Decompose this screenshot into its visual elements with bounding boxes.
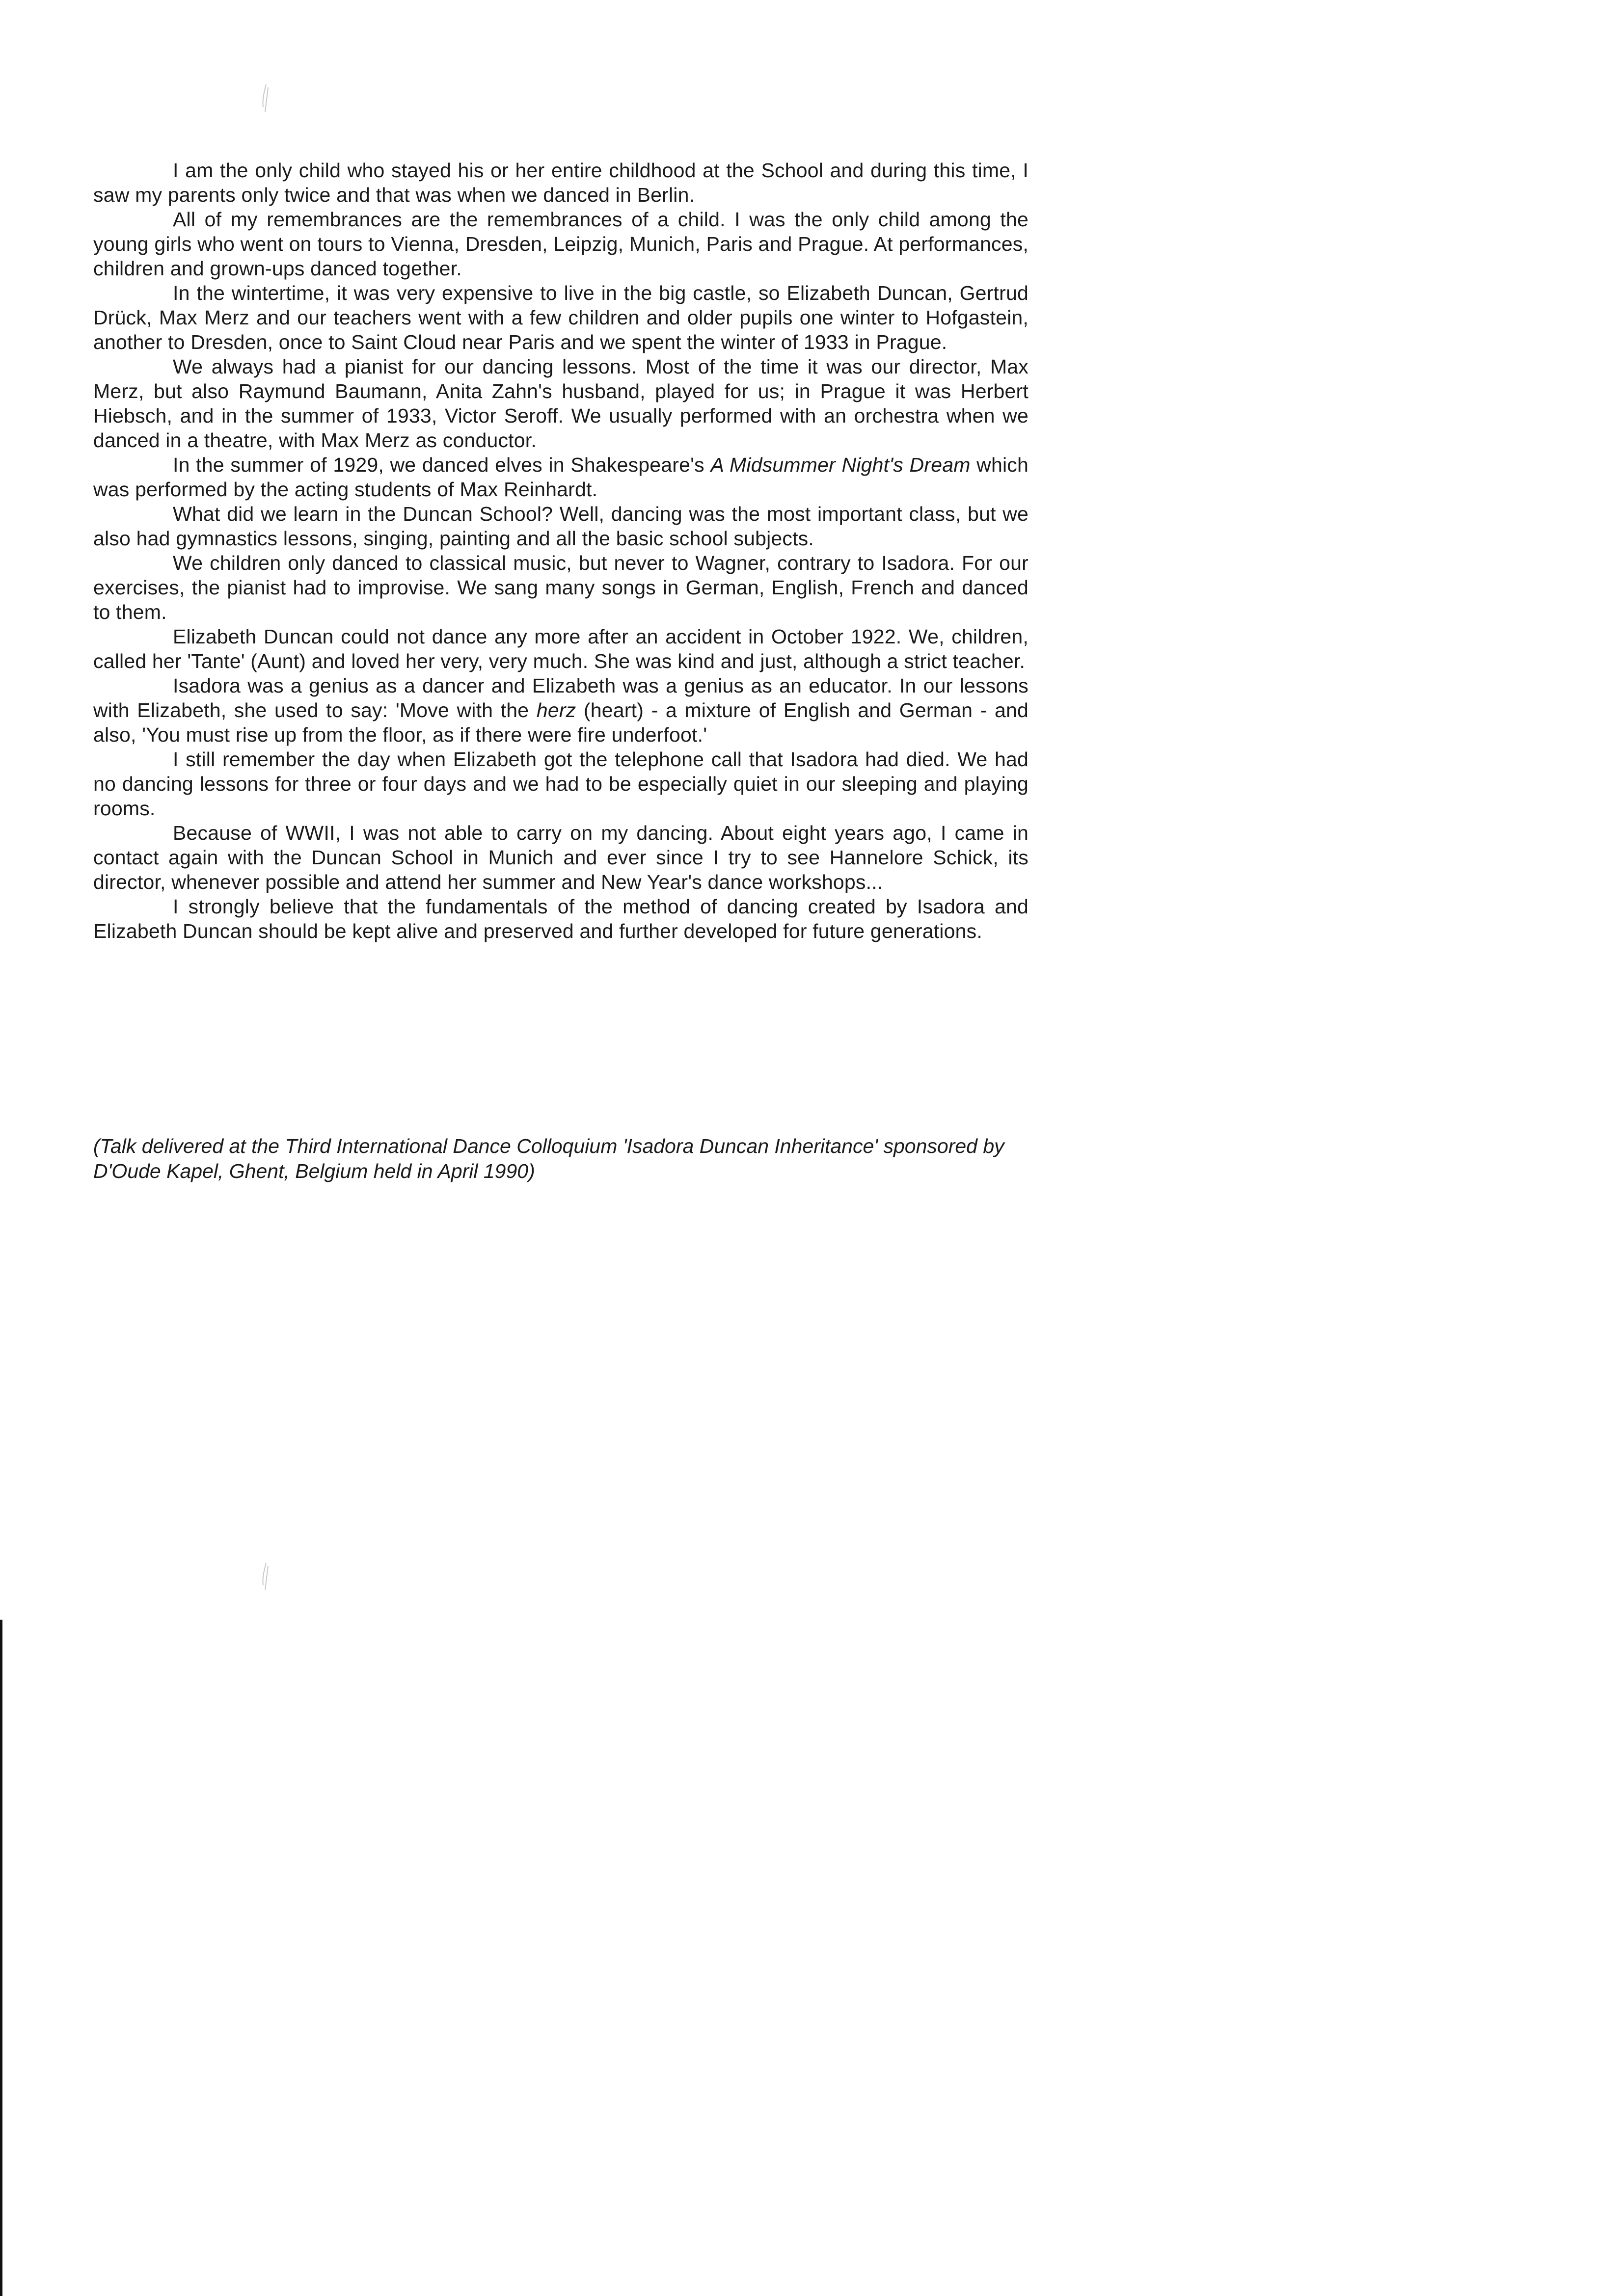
document-body [93, 158, 1029, 943]
paragraph: Elizabeth Duncan could not dance any more after an accident in October 1922. We, children, called her 'Tante' (Aunt) and loved her very, very much. She was kind and just, although a strict teacher. [93, 625, 1029, 672]
paragraph: I strongly believe that the fundamentals of the method of dancing created by Isadora and Elizabeth Duncan should be kept alive and preserved and further developed for future generations. [93, 895, 1029, 942]
paragraph: All of my remembrances are the remembrances of a child. I was the only child among the young girls who went on tours to Vienna, Dresden, Leipzig, Munich, Paris and Prague. At performances, children and grown-ups danced together. [93, 208, 1029, 280]
paragraph: Because of WWII, I was not able to carry on my dancing. About eight years ago, I came in contact again with the Duncan School in Munich and ever since I try to see Hannelore Schick, its director, whenever possible and attend her summer and New Year's dance workshops... [93, 822, 1029, 893]
footer-note: (Talk delivered at the Third International Dance Colloquium 'Isadora Duncan Inheritance' sponsored by D'Oude Kapel, Ghent, Belgium held in April 1990) [93, 1135, 1004, 1182]
paragraph-text: Isadora was a genius as a dancer and Elizabeth was a genius as an educator. In our lessons with Elizabeth, she used to say: 'Move with the [93, 674, 1029, 721]
paragraph-text: (heart) - a mixture of English and German - and also, 'You must rise up from the floor, as if there were fire underfoot.' [93, 699, 1029, 746]
scan-edge-line [0, 1620, 2, 2296]
emphasized-word: herz [536, 699, 576, 721]
paragraph: We children only danced to classical music, but never to Wagner, contrary to Isadora. For our exercises, the pianist had to improvise. We sang many songs in German, English, French and danced to them. [93, 552, 1029, 623]
play-title: A Midsummer Night's Dream [710, 454, 971, 476]
paragraph [93, 453, 1029, 502]
paragraph: I still remember the day when Elizabeth got the telephone call that Isadora had died. We had no dancing lessons for three or four days and we had to be especially quiet in our sleeping and playing rooms. [93, 748, 1029, 820]
pencil-mark-icon [255, 82, 275, 117]
pencil-mark-icon [255, 1561, 275, 1595]
paragraph: I am the only child who stayed his or her entire childhood at the School and during this time, I saw my parents only twice and that was when we danced in Berlin. [93, 159, 1029, 206]
paragraph: We always had a pianist for our dancing lessons. Most of the time it was our director, Max Merz, but also Raymund Baumann, Anita Zahn's husband, played for us; in Prague it was Herbert Hiebsch, and in the summer of 1933, Victor Seroff. We usually performed with an orchestra when we danced in a theatre, with Max Merz as conductor. [93, 355, 1029, 452]
paragraph: In the wintertime, it was very expensive to live in the big castle, so Elizabeth Duncan, Gertrud Drück, Max Merz and our teachers went with a few children and older pupils one winter to Hofgastein, another to Dresden, once to Saint Cloud near Paris and we spent the winter of 1933 in Prague. [93, 282, 1029, 353]
paragraph-text: In the summer of 1929, we danced elves in Shakespeare's [173, 454, 711, 476]
paragraph: What did we learn in the Duncan School? Well, dancing was the most important class, but we also had gymnastics lessons, singing, painting and all the basic school subjects. [93, 503, 1029, 550]
paragraph [93, 673, 1029, 747]
paragraph-text: which was performed by the acting students of Max Reinhardt. [93, 454, 1029, 501]
